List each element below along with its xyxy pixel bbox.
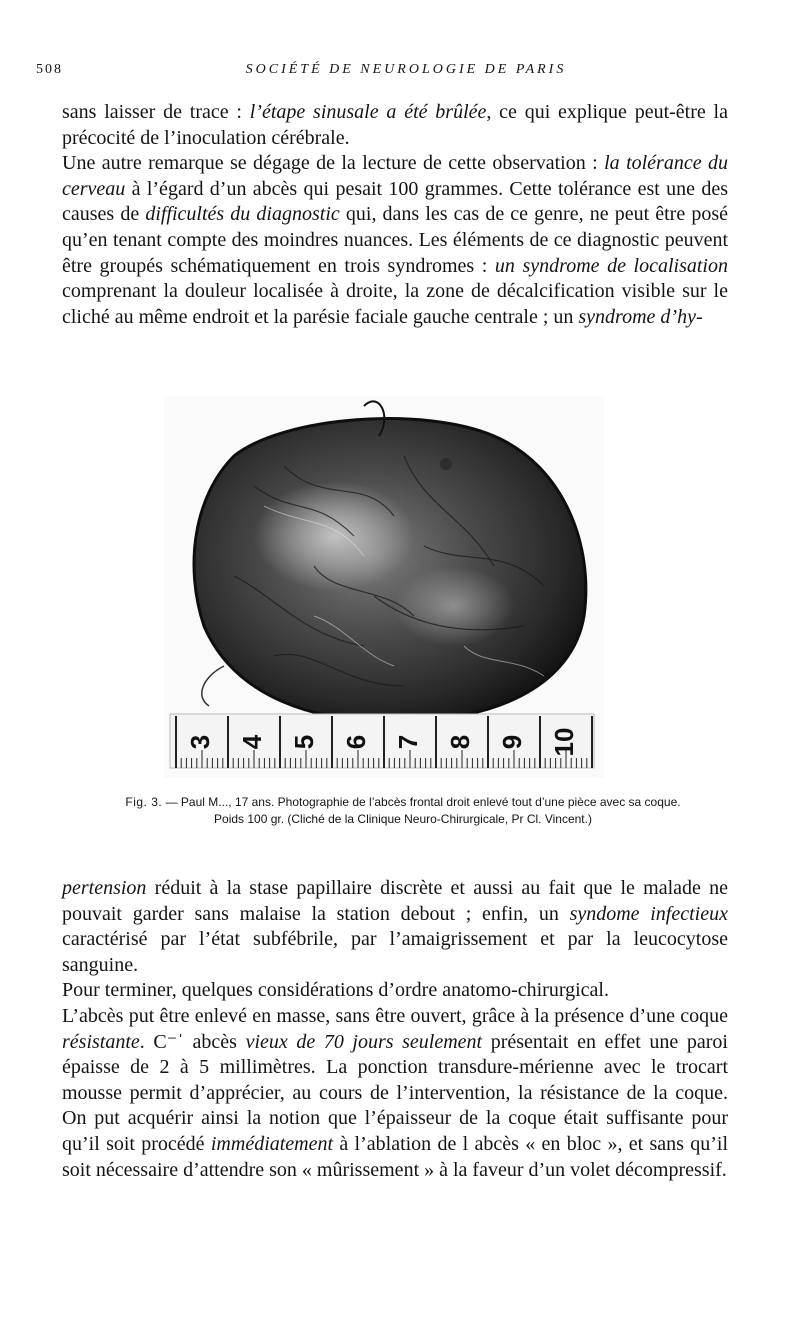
ruler-number: 7 — [392, 734, 423, 750]
paragraph — [62, 151, 728, 330]
abscess-photo-image — [164, 396, 604, 778]
text-run: qui, dans les cas de ce genre, ne peut être posé qu’en tenant compte des moindres nuances. Les éléments de ce diagnostic peuvent être groupés schématiquement en trois syndromes : — [62, 203, 728, 277]
text-run: Une autre remarque se dégage de la lecture de cette observation : — [62, 152, 605, 175]
figure-abscess-photograph — [164, 396, 604, 778]
italic-text: la tolérance du cerveau — [62, 152, 728, 200]
running-head: SOCIÉTÉ DE NEUROLOGIE DE PARIS — [245, 62, 567, 77]
text-run: , ce qui explique peut-être la précocité de l’inoculation cérébrale. — [62, 101, 728, 149]
body-text-bottom — [62, 876, 728, 1183]
italic-text: vieux de 70 jours seulement — [245, 1030, 483, 1053]
caption-text-line1: — Paul M..., 17 ans. Photographie de l’abcès frontal droit enlevé tout d’une pièce avec sa coque. — [165, 795, 681, 809]
ruler-number: 9 — [496, 734, 527, 750]
page-header — [36, 58, 776, 82]
text-run: comprenant la douleur localisée à droite, la zone de décalcification visible sur le cliché au même endroit et la parésie faciale gauche centrale ; un — [62, 280, 728, 328]
italic-text: syndome infectieux — [569, 902, 728, 925]
italic-text: l’étape sinusale a été brûlée — [249, 101, 487, 123]
ruler-number: 3 — [184, 734, 215, 750]
ruler-number: 10 — [548, 727, 579, 757]
ruler — [170, 714, 594, 768]
figure-caption — [46, 794, 760, 828]
italic-text: un syndrome de localisation — [494, 254, 728, 277]
paragraph — [62, 1004, 728, 1183]
italic-text: pertension — [62, 877, 147, 899]
caption-text-line2: Poids 100 gr. (Cliché de la Clinique Neuro-Chirurgicale, Pr Cl. Vincent.) — [214, 812, 592, 826]
ruler-number: 5 — [288, 734, 319, 750]
paragraph — [62, 978, 728, 1004]
italic-text: résistante — [62, 1030, 140, 1053]
ruler-number: 6 — [340, 734, 371, 750]
text-run: réduit à la stase papillaire discrète et aussi au fait que le malade ne pouvait garder sans malaise la station debout ; enfin, un — [62, 877, 728, 925]
text-run: . C⁻ˈ abcès — [139, 1030, 246, 1053]
italic-text: immédiatement — [210, 1132, 334, 1155]
ruler-number: 8 — [444, 734, 475, 750]
text-run: sans laisser de trace : — [62, 101, 250, 123]
text-run: présentait en effet une paroi épaisse de 2 à 5 millimètres. La ponction transdure-mérienne avec le trocart mousse permit d’apprécier, au cours de l’intervention, la résistance de la coque. On put acquérir ainsi la notion que l’épaisseur de la coque était suffisante pour qu’il soit procédé — [62, 1030, 728, 1155]
text-run: L’abcès put être enlevé en masse, sans être ouvert, grâce à la présence d’une coque — [62, 1004, 728, 1027]
italic-text: syndrome d’hy- — [578, 305, 703, 328]
text-run: à l’égard d’un abcès qui pesait 100 grammes. Cette tolérance est une des causes de — [62, 177, 728, 226]
text-run: à l’ablation de l abcès « en bloc », et sans qu’il soit nécessaire d’attendre son « mûrissement » à la faveur d’un volet décompressif. — [62, 1132, 729, 1181]
italic-text: difficultés du diagnostic — [145, 203, 340, 226]
page-number: 508 — [36, 62, 63, 77]
text-run: caractérisé par l’état subfébrile, par l’amaigrissement et par la leucocytose sanguine. — [62, 928, 728, 976]
body-text-top — [62, 100, 728, 330]
ruler-number: 4 — [236, 734, 267, 750]
text-run: Pour terminer, quelques considérations d’ordre anatomo-chirurgical. — [62, 979, 609, 1002]
caption-label: Fig. 3. — [125, 795, 163, 809]
paragraph — [62, 876, 728, 978]
paragraph — [62, 100, 728, 151]
